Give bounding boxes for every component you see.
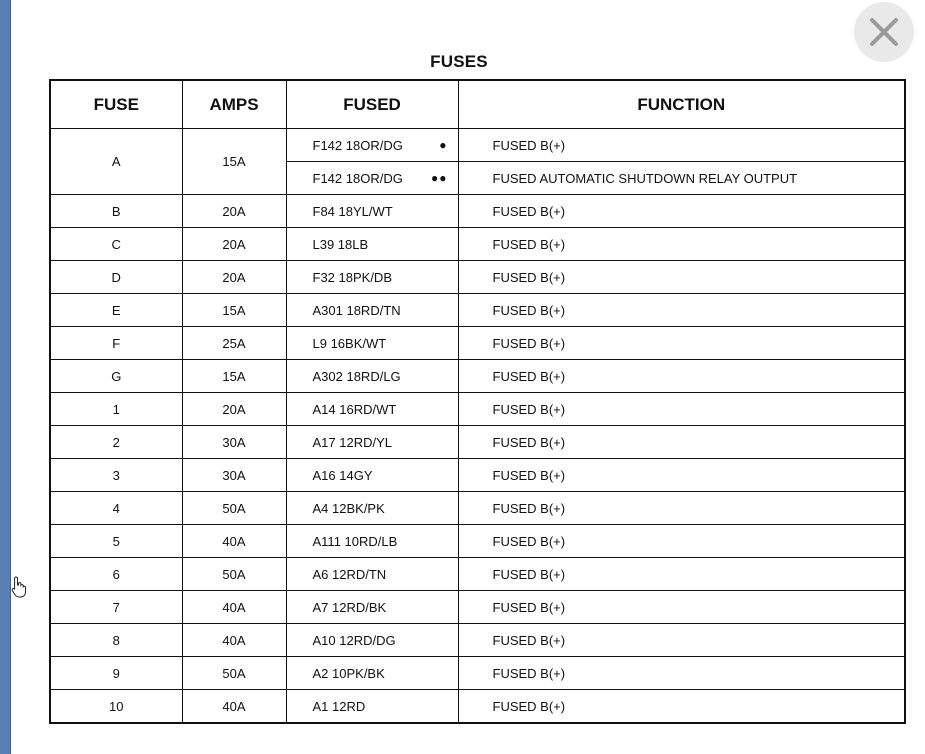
function-cell: FUSED B(+) [458, 525, 905, 558]
table-row [50, 459, 905, 492]
function-cell: FUSED B(+) [458, 657, 905, 690]
column-header-fuse: FUSE [50, 80, 182, 129]
fuse-cell: C [50, 228, 182, 261]
fuse-cell: 4 [50, 492, 182, 525]
circuit-marker: ●● [431, 171, 448, 185]
fuse-cell: 9 [50, 657, 182, 690]
function-cell: FUSED B(+) [458, 492, 905, 525]
fused-cell: A1 12RD [286, 690, 458, 724]
amps-cell: 25A [182, 327, 286, 360]
fused-cell: A7 12RD/BK [286, 591, 458, 624]
fuse-cell: 3 [50, 459, 182, 492]
function-cell: FUSED AUTOMATIC SHUTDOWN RELAY OUTPUT [458, 162, 905, 195]
fused-cell: A302 18RD/LG [286, 360, 458, 393]
fused-cell: A111 10RD/LB [286, 525, 458, 558]
fuse-cell: B [50, 195, 182, 228]
fuse-table [49, 79, 906, 724]
fuse-cell: 2 [50, 426, 182, 459]
table-row-fuse-a [50, 129, 905, 162]
amps-cell: 50A [182, 558, 286, 591]
fused-cell: A10 12RD/DG [286, 624, 458, 657]
fuse-cell: 10 [50, 690, 182, 724]
function-cell: FUSED B(+) [458, 459, 905, 492]
fused-cell: A16 14GY [286, 459, 458, 492]
table-row [50, 228, 905, 261]
amps-cell: 40A [182, 690, 286, 724]
function-cell: FUSED B(+) [458, 591, 905, 624]
amps-cell: 50A [182, 492, 286, 525]
table-row [50, 327, 905, 360]
fused-cell: A14 16RD/WT [286, 393, 458, 426]
function-cell: FUSED B(+) [458, 129, 905, 162]
fuse-cell: F [50, 327, 182, 360]
amps-cell: 20A [182, 393, 286, 426]
fuse-cell: 5 [50, 525, 182, 558]
table-row [50, 261, 905, 294]
amps-cell: 30A [182, 459, 286, 492]
table-row [50, 657, 905, 690]
fuse-cell: 7 [50, 591, 182, 624]
amps-cell: 20A [182, 261, 286, 294]
fused-cell: A4 12BK/PK [286, 492, 458, 525]
document-title: FUSES [430, 52, 488, 71]
close-icon [868, 16, 900, 48]
table-row [50, 195, 905, 228]
fused-cell: F84 18YL/WT [286, 195, 458, 228]
fused-cell: L39 18LB [286, 228, 458, 261]
table-row [50, 492, 905, 525]
fused-cell: A2 10PK/BK [286, 657, 458, 690]
function-cell: FUSED B(+) [458, 327, 905, 360]
left-window-edge [0, 0, 11, 754]
function-cell: FUSED B(+) [458, 426, 905, 459]
fused-cell: F32 18PK/DB [286, 261, 458, 294]
table-row [50, 624, 905, 657]
table-header-row [50, 80, 905, 129]
column-header-function: FUNCTION [458, 80, 905, 129]
fused-cell: A6 12RD/TN [286, 558, 458, 591]
circuit-marker: ● [439, 138, 448, 152]
amps-cell: 40A [182, 525, 286, 558]
amps-cell: 15A [182, 360, 286, 393]
function-cell: FUSED B(+) [458, 393, 905, 426]
amps-cell: 20A [182, 228, 286, 261]
fused-circuit-label: F142 18OR/DG [312, 137, 403, 153]
amps-cell: 40A [182, 591, 286, 624]
table-row [50, 426, 905, 459]
table-row [50, 525, 905, 558]
amps-cell: 20A [182, 195, 286, 228]
function-cell: FUSED B(+) [458, 294, 905, 327]
function-cell: FUSED B(+) [458, 261, 905, 294]
fused-cell [286, 129, 458, 162]
table-row [50, 690, 905, 724]
fuse-cell: 1 [50, 393, 182, 426]
table-row [50, 591, 905, 624]
amps-cell: 40A [182, 624, 286, 657]
fused-cell: A17 12RD/YL [286, 426, 458, 459]
fuse-cell: E [50, 294, 182, 327]
function-cell: FUSED B(+) [458, 690, 905, 724]
column-header-fused: FUSED [286, 80, 458, 129]
table-row [50, 360, 905, 393]
function-cell: FUSED B(+) [458, 360, 905, 393]
function-cell: FUSED B(+) [458, 228, 905, 261]
fuse-cell: D [50, 261, 182, 294]
fused-cell: A301 18RD/TN [286, 294, 458, 327]
table-row [50, 558, 905, 591]
amps-cell: 15A [182, 294, 286, 327]
function-cell: FUSED B(+) [458, 558, 905, 591]
table-row [50, 294, 905, 327]
fuse-cell: 8 [50, 624, 182, 657]
function-cell: FUSED B(+) [458, 624, 905, 657]
fused-cell [286, 162, 458, 195]
fuse-cell: G [50, 360, 182, 393]
fused-cell: L9 16BK/WT [286, 327, 458, 360]
fuse-cell: A [50, 129, 182, 195]
fused-circuit-label: F142 18OR/DG [312, 170, 403, 186]
amps-cell: 50A [182, 657, 286, 690]
table-row [50, 393, 905, 426]
hand-pointer-icon [11, 576, 27, 598]
function-cell: FUSED B(+) [458, 195, 905, 228]
amps-cell: 15A [182, 129, 286, 195]
column-header-amps: AMPS [182, 80, 286, 129]
amps-cell: 30A [182, 426, 286, 459]
fuse-cell: 6 [50, 558, 182, 591]
